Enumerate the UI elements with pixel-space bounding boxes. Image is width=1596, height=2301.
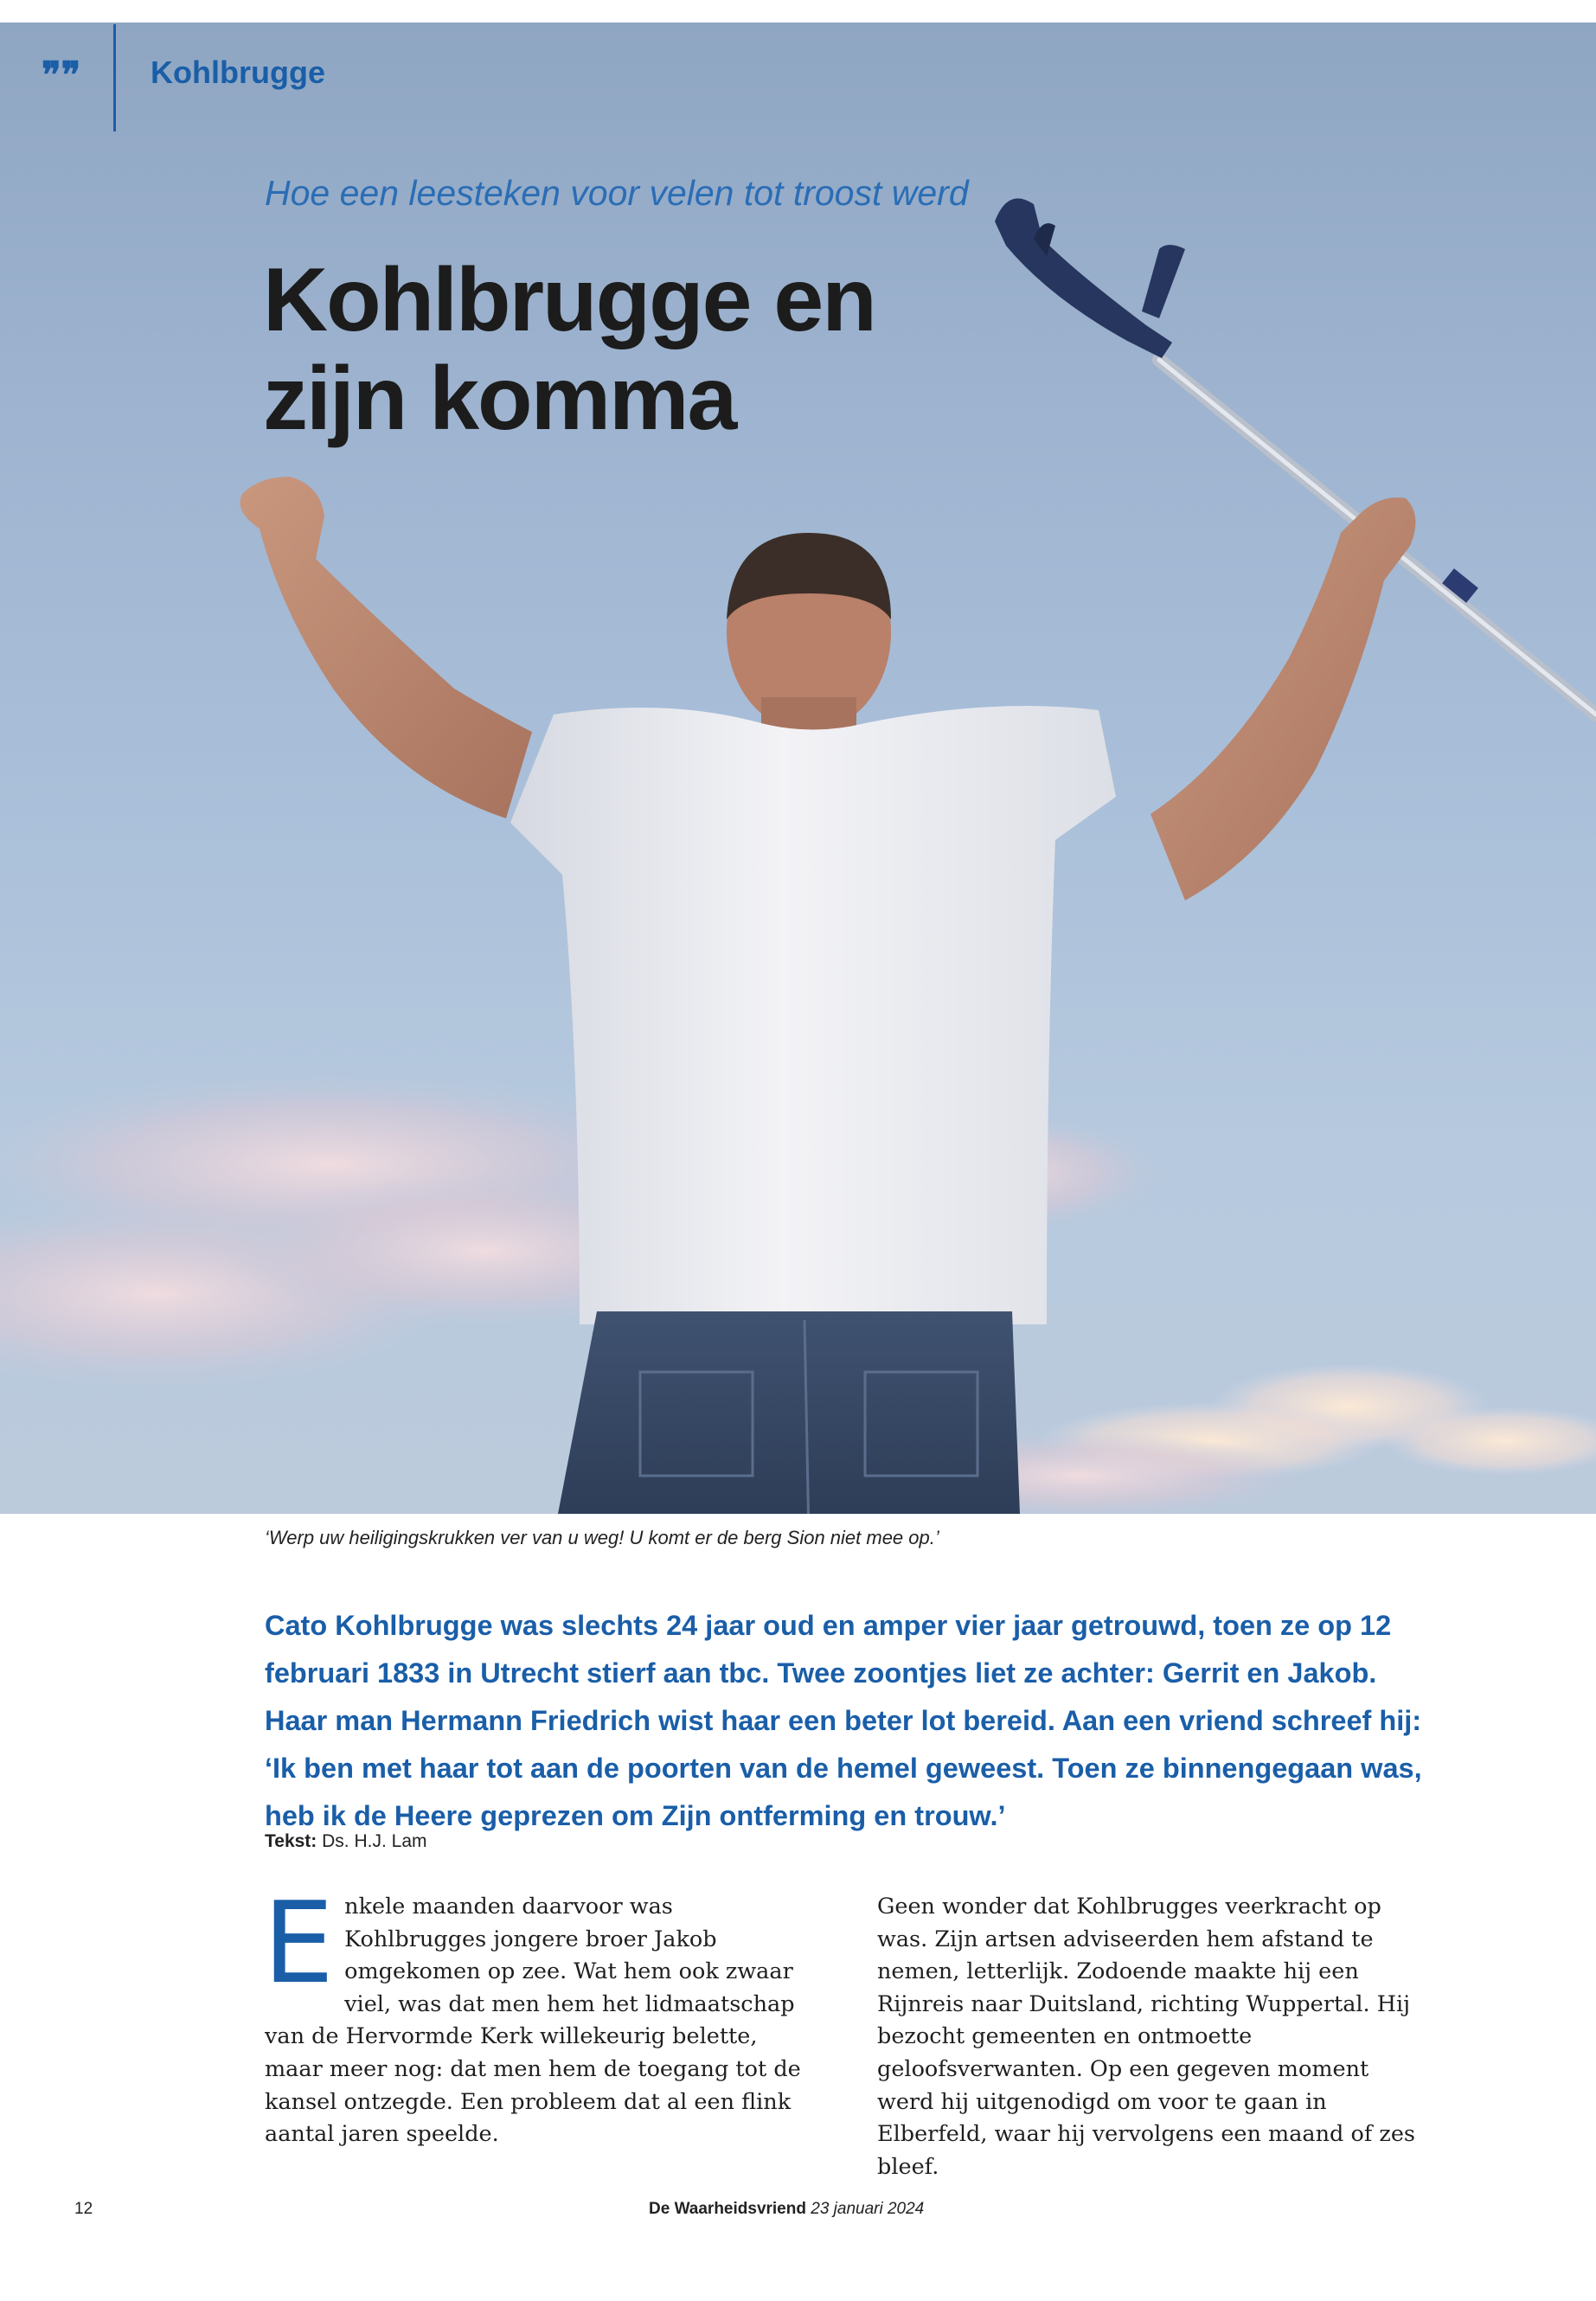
page-number: 12 bbox=[74, 2200, 93, 2218]
photo-caption: ‘Werp uw heiligingskrukken ver van u weg! U komt er de berg Sion niet mee op.’ bbox=[265, 1527, 939, 1548]
byline-label: Tekst: bbox=[265, 1831, 317, 1851]
title-line-1: Kohlbrugge en bbox=[263, 250, 875, 350]
drop-cap: E bbox=[263, 1877, 335, 2009]
body-column-1-text: nkele maanden daarvoor was Kohlbrugges jongere broer Jakob omgekomen op zee. Wat hem ook zwaar viel, was dat men hem het lidmaatschap van de Hervormde Kerk willekeurig belette, maar meer nog: dat men hem de toegang tot de kansel ontzegde. Een probleem dat al een flink aantal jaren speelde. bbox=[265, 1894, 801, 2148]
article-kicker: Hoe een leesteken voor velen tot troost werd bbox=[265, 173, 969, 213]
man-illustration bbox=[240, 477, 1416, 1514]
body-column-2: Geen wonder dat Kohlbrugges veerkracht op was. Zijn artsen adviseerden hem afstand te nemen, letterlijk. Zodoende maakte hij een Rijnreis naar Duitsland, richting Wuppertal. Hij bezocht gemeenten en ontmoette geloofsverwanten. Op een gegeven moment werd hij uitgenodigd om voor te gaan in Elberfeld, waar hij vervolgens een maand of zes bleef. bbox=[877, 1894, 1415, 2180]
body-column-1 bbox=[263, 1877, 818, 2151]
publication-name: De Waarheidsvriend bbox=[649, 2200, 806, 2218]
byline bbox=[265, 1830, 427, 1853]
title-line-2: zijn komma bbox=[263, 349, 736, 449]
page-footer bbox=[649, 2200, 924, 2219]
section-label: Kohlbrugge bbox=[151, 54, 325, 90]
hero-illustration bbox=[0, 22, 1596, 1514]
section-divider bbox=[113, 24, 116, 131]
section-quote-mark: ❞❞ bbox=[42, 54, 81, 96]
hero-photo bbox=[0, 22, 1596, 1514]
byline-author: Ds. H.J. Lam bbox=[322, 1831, 427, 1851]
publication-date: 23 januari 2024 bbox=[811, 2200, 925, 2218]
article-title bbox=[263, 251, 1042, 448]
crutch-illustration bbox=[995, 198, 1596, 715]
article-intro: Cato Kohlbrugge was slechts 24 jaar oud en amper vier jaar getrouwd, toen ze op 12 februari 1833 in Utrecht stierf aan tbc. Twee zoontjes liet ze achter: Gerrit en Jakob. Haar man Hermann Friedrich wist haar een beter lot bereid. Aan een vriend schreef hij: ‘Ik ben met haar tot aan de poorten van de hemel geweest. Toen ze binnengegaan was, heb ik de Heere geprezen om Zijn ontferming en trouw.’ bbox=[265, 1610, 1422, 1831]
